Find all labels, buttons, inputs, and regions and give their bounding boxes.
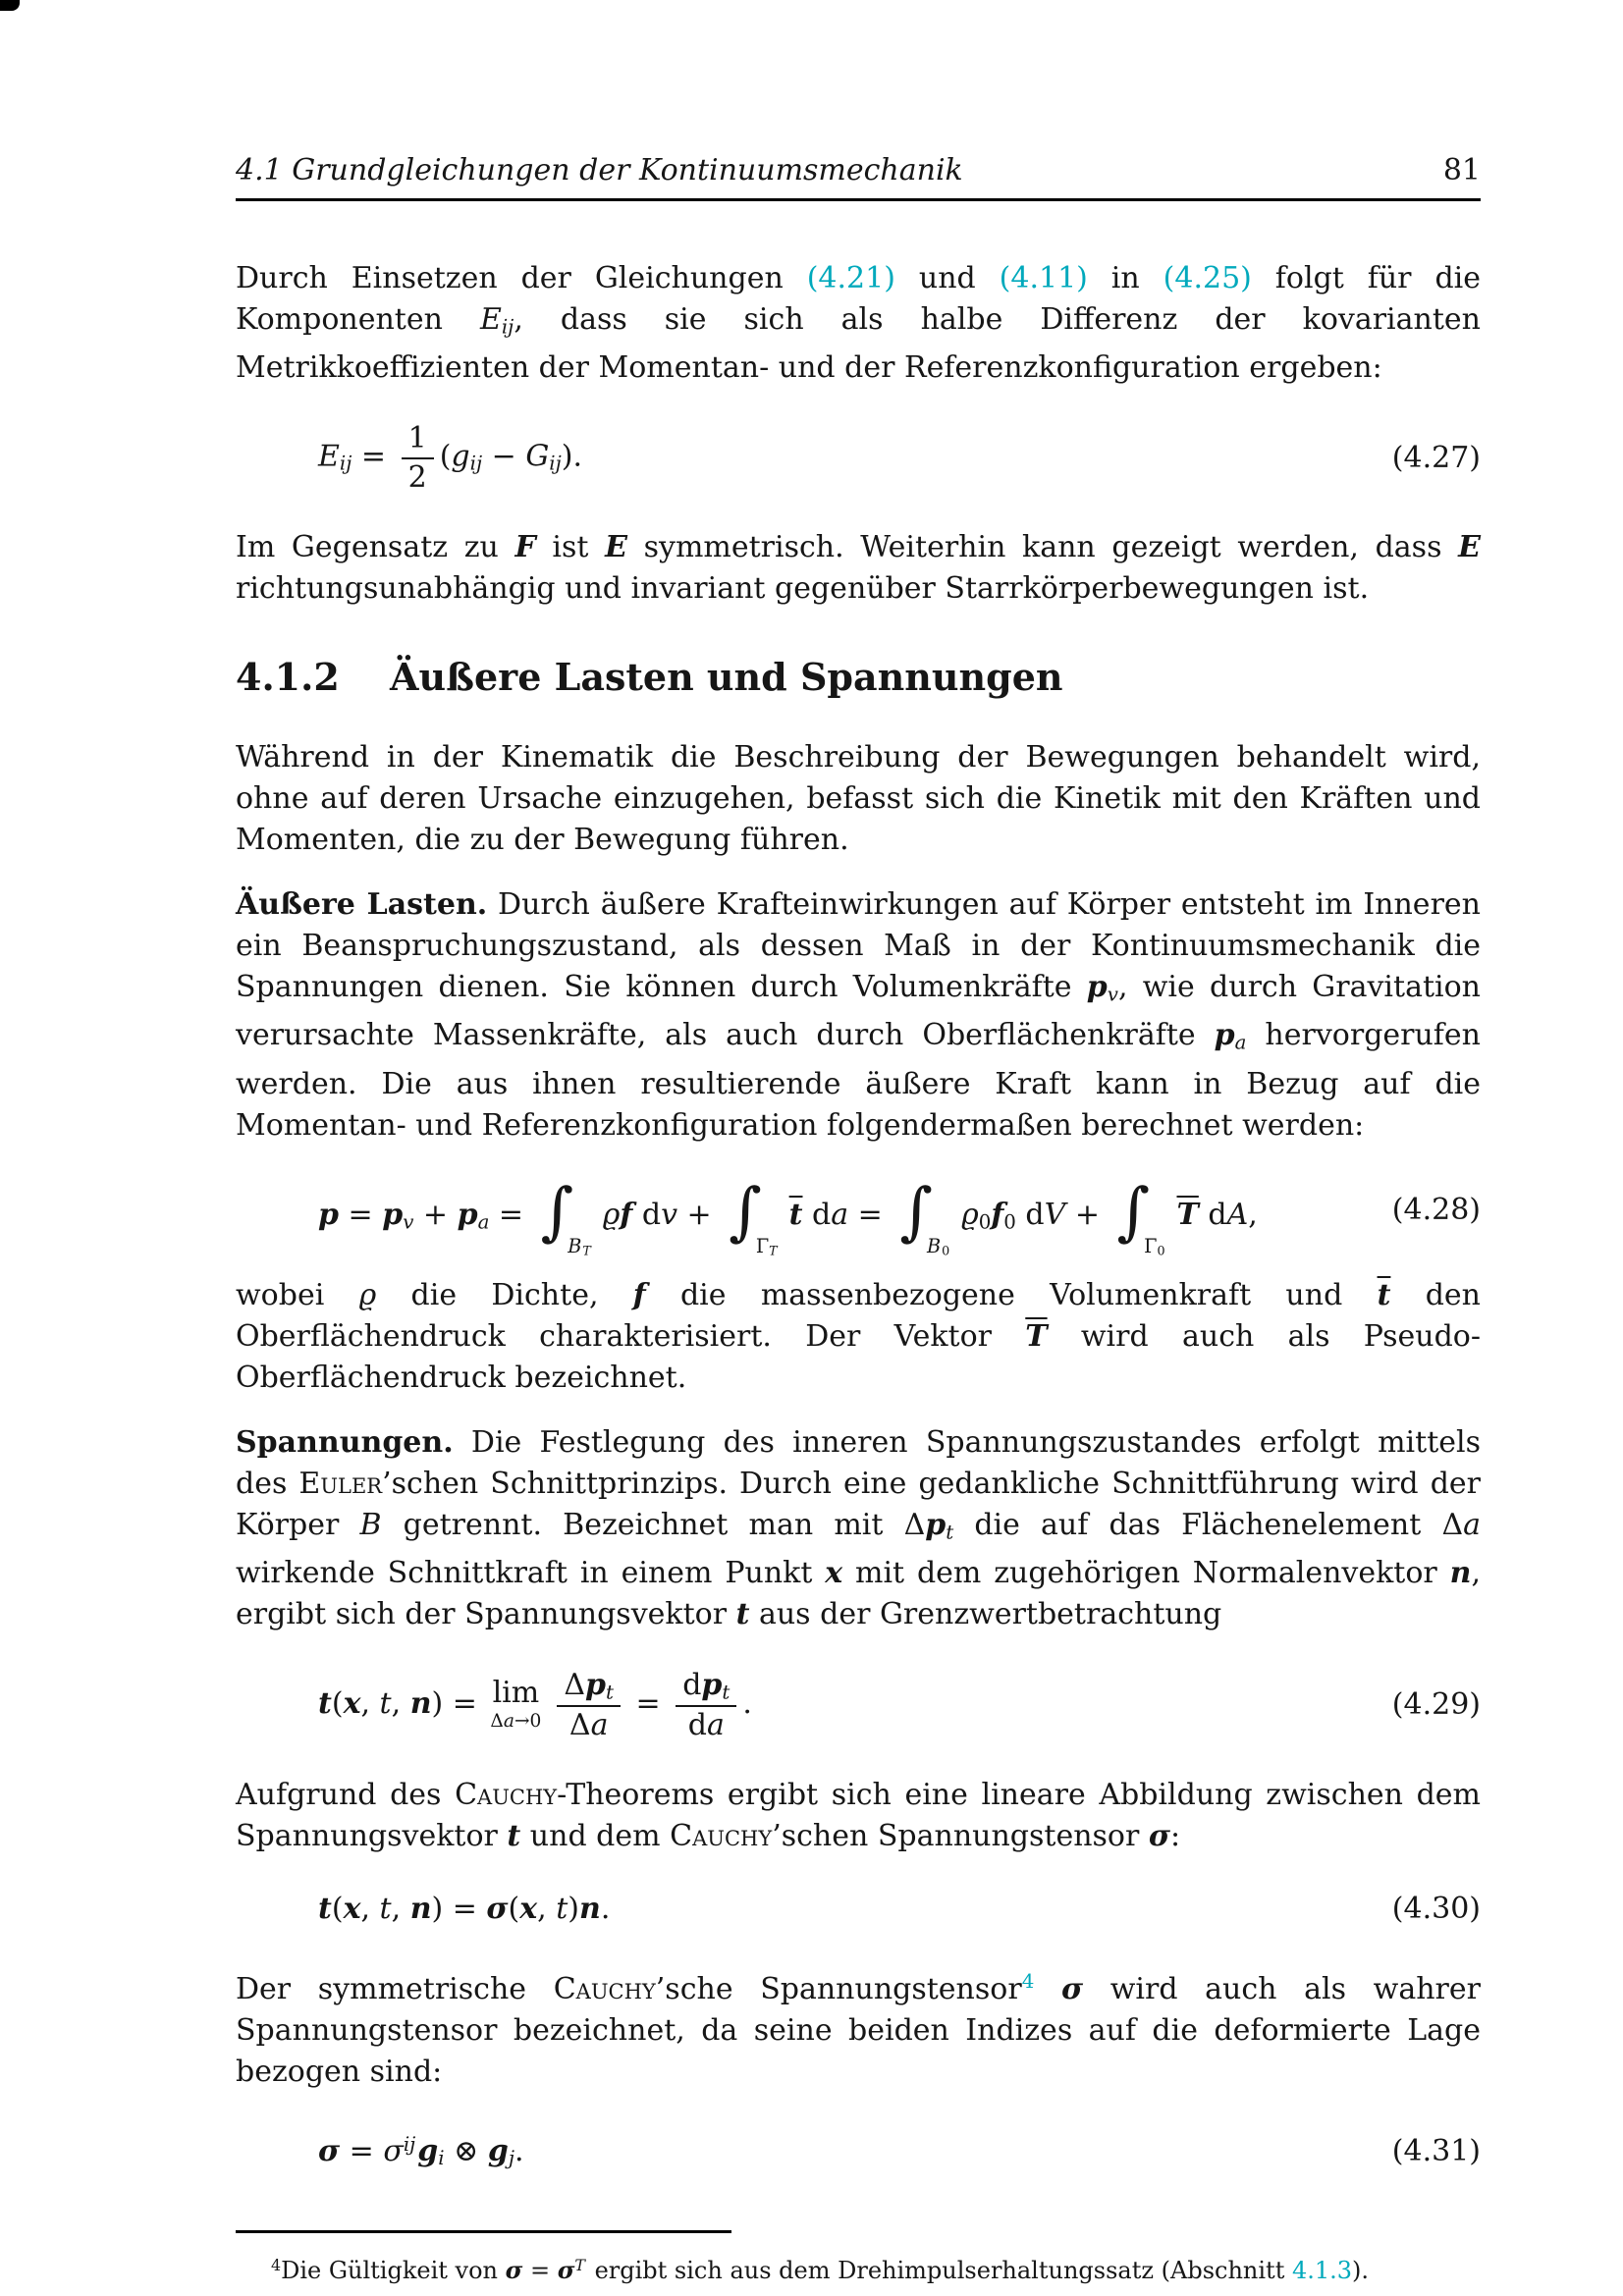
text-run: p (457, 1197, 478, 1232)
text-run: σ (383, 2133, 404, 2168)
paragraph-symmetry (236, 527, 1481, 610)
text-run: ’sche Spannungstensor (655, 1971, 1022, 2006)
text-run: , (1248, 1197, 1258, 1232)
text-run: wird auch als wahrer Spannungstensor bezeichnet, da seine beiden Indizes auf die deformierte Lage bezogen sind: (236, 1971, 1481, 2089)
text-run: V (1044, 1197, 1066, 1232)
text-run: Cauchy (455, 1778, 558, 1813)
equation-4-28 (236, 1170, 1481, 1258)
text-run: p (1214, 1018, 1235, 1053)
text-run: ( (331, 1892, 344, 1927)
text-run: g (417, 2133, 439, 2168)
text-run: T (769, 1243, 778, 1258)
text-run: + (413, 1197, 458, 1232)
text-run: t (379, 1892, 392, 1927)
equation-4-30 (236, 1881, 1481, 1938)
text-run: = (352, 439, 396, 474)
integral-sign: ∫ (540, 1174, 574, 1249)
integral-lower-limit (756, 1226, 778, 1272)
text-run: σ (1148, 1819, 1170, 1854)
text-run: 2 (407, 459, 427, 495)
text-run: t (507, 1819, 521, 1854)
text-run: symmetrisch. Weiterhin kann gezeigt werden, dass (626, 530, 1459, 565)
text-run: ϱ (961, 1197, 979, 1232)
text-run: a (590, 1707, 609, 1742)
text-run: j (508, 2147, 514, 2170)
text-run: n (409, 1892, 432, 1927)
text-run: v (661, 1197, 678, 1232)
text-run: wirkende Schnittkraft in einem Punkt (236, 1555, 826, 1590)
running-header (236, 153, 1481, 188)
text-run: Die Festlegung des inneren Spannungszustandes erfolgt mittels des (236, 1424, 1481, 1501)
text-run: folgt für die Komponenten (236, 261, 1482, 337)
text-run: t (318, 1892, 332, 1927)
text-run: , (360, 1892, 380, 1927)
equation-number: (4.28) (1391, 1193, 1481, 1228)
text-run: wird auch als Pseudo-Oberflächendruck bezeichnet. (236, 1318, 1482, 1395)
text-run: σ (318, 2133, 341, 2168)
text-run: Δ (564, 1667, 586, 1702)
text-run: . (742, 1685, 752, 1721)
text-run: t (606, 1681, 614, 1704)
text-run: t (556, 1892, 568, 1927)
fraction-denominator (557, 1705, 621, 1743)
text-run: = (848, 1197, 893, 1232)
text-run: A (1226, 1197, 1249, 1232)
text-run: Γ (1144, 1234, 1158, 1257)
text-run: t (735, 1596, 750, 1631)
text-run: x (825, 1555, 843, 1590)
integral-lower-limit (1144, 1226, 1164, 1272)
header-rule (236, 198, 1481, 201)
text-run: g (487, 2133, 509, 2168)
text-run: t (946, 1520, 954, 1543)
text-run: Durch äußere Krafteinwirkungen auf Körper entsteht im Inneren ein Beanspruchungszustand, als dessen Maß in der Kontinuumsmechanik die Spannungen dienen. Sie können durch Volumenkräfte (236, 887, 1481, 1005)
text-run: = (338, 1197, 383, 1232)
fraction (402, 420, 434, 496)
running-header-title: 4.1 Grundgleichungen der Kontinuumsmechanik (236, 153, 963, 187)
limit-subscript (490, 1712, 541, 1732)
text-run: d (802, 1197, 832, 1232)
text-run: G (525, 439, 550, 474)
paragraph-wahrer-spannungstensor (236, 1961, 1481, 2093)
text-run: Δ (903, 1507, 926, 1542)
text-run: E (605, 530, 627, 565)
integral (540, 1174, 601, 1258)
paragraph-kinetik-intro (236, 737, 1481, 861)
text-run: wobei (236, 1277, 359, 1312)
text-run: 0 (978, 1210, 992, 1234)
text-run: ( (508, 1892, 520, 1927)
text-run: ϱ (602, 1197, 621, 1232)
scan-corner-artifact (0, 0, 20, 11)
text-run: + (677, 1197, 722, 1232)
text-run: E (1458, 530, 1481, 565)
fraction-numerator (676, 1667, 736, 1705)
paragraph-spannungen (236, 1422, 1481, 1635)
text-run: T (582, 1243, 591, 1258)
text-run: σ (505, 2256, 523, 2285)
text-run: . (600, 1892, 611, 1927)
text-run: Aufgrund des (236, 1778, 456, 1813)
equation-4-27 (236, 412, 1481, 504)
text-run: p (925, 1507, 947, 1542)
text-run: $\overline{t}$ (788, 1197, 803, 1232)
text-run: Während in der Kinematik die Beschreibung der Bewegungen behandelt wird, ohne auf deren Ursache einzugehen, befasst sich die Kinetik mit den Kräften und Momenten, die zu der Bewegung führen. (236, 740, 1481, 858)
text-run: 0 (1003, 1210, 1016, 1234)
text-run: die auf das Flächenelement (953, 1507, 1442, 1542)
text-run: d (1198, 1197, 1227, 1232)
text-run: = (340, 2133, 384, 2168)
equation-content (318, 1889, 610, 1930)
text-run: p (1086, 970, 1108, 1005)
text-run: ) = (431, 1685, 487, 1721)
text-run: Im Gegensatz zu (236, 530, 515, 565)
integral (729, 1174, 786, 1258)
text-run: Der symmetrische (236, 1971, 554, 2006)
text-run: t (318, 1685, 332, 1721)
text-run: die Dichte, (376, 1277, 633, 1312)
text-run: Euler (298, 1466, 383, 1501)
text-run: getrennt. Bezeichnet man mit (382, 1507, 904, 1542)
text-run: hervorgerufen werden. Die aus ihnen resultierende äußere Kraft kann in Bezug auf die Momentan- und Referenzkonfiguration folgendermaßen berechnet werden: (236, 1018, 1481, 1143)
text-run: − (482, 439, 526, 474)
text-run: d (687, 1707, 707, 1742)
text-run: ij (501, 315, 514, 339)
text-run: Cauchy (670, 1819, 773, 1854)
text-run: t (379, 1685, 392, 1721)
text-run: ist (535, 530, 606, 565)
equation-content (318, 1174, 1258, 1258)
text-run: v (1107, 983, 1118, 1006)
equation-4-31 (236, 2116, 1481, 2187)
limit-text: lim (492, 1675, 540, 1710)
text-run: Γ (755, 1234, 770, 1257)
text-run: Äußere Lasten. (236, 887, 488, 923)
paragraph-aeussere-lasten (236, 884, 1481, 1147)
text-run: p (318, 1197, 339, 1232)
integral (1116, 1174, 1175, 1258)
text-run: Die Gültigkeit von (281, 2257, 506, 2285)
text-run: ). (1352, 2257, 1370, 2285)
section-title: Äußere Lasten und Spannungen (390, 655, 1063, 700)
text-run: ’schen Spannungstensor (772, 1819, 1149, 1854)
text-run: $\overline{t}$ (1377, 1277, 1391, 1312)
integral-lower-limit (927, 1226, 949, 1272)
footnote-rule (236, 2230, 731, 2233)
text-run: $\overline{T}$ (1025, 1318, 1048, 1354)
text-run: ( (331, 1685, 344, 1721)
text-run: Δ (1441, 1507, 1464, 1542)
integral (899, 1174, 959, 1258)
text-run: = (522, 2257, 558, 2285)
fraction-denominator (402, 457, 434, 496)
text-run: aus der Grenzwertbetrachtung (749, 1596, 1222, 1631)
text-run: E (318, 439, 340, 474)
text-run: x (343, 1685, 361, 1721)
equation-number: (4.30) (1391, 1892, 1481, 1927)
text-run: σ (557, 2256, 575, 2285)
text-run: a (706, 1707, 725, 1742)
text-run: Cauchy (553, 1971, 656, 2006)
text-run: B (359, 1507, 383, 1542)
fraction (676, 1667, 736, 1743)
text-run: n (1449, 1555, 1472, 1590)
text-run: Δ (490, 1710, 504, 1732)
text-run: a (1234, 1031, 1247, 1054)
text-run: a (477, 1210, 490, 1234)
text-run: , (537, 1892, 557, 1927)
reference-link[interactable]: (4.25) (1163, 261, 1252, 295)
paragraph-cauchy-theorem (236, 1775, 1481, 1857)
fraction-numerator (402, 420, 434, 456)
text-run: ij (339, 453, 352, 476)
text-run: und (894, 261, 1000, 295)
page-content (236, 258, 1481, 2287)
text-run: mit dem zugehörigen Normalenvektor (842, 1555, 1450, 1590)
reference-link[interactable]: 4.1.3 (1291, 2257, 1353, 2285)
fraction-numerator (557, 1667, 621, 1705)
text-run: x (519, 1892, 538, 1927)
text-run: 0 (1157, 1243, 1165, 1258)
text-run: σ (486, 1892, 509, 1927)
integral-lower-limit (568, 1226, 591, 1272)
text-run: t (722, 1681, 730, 1704)
text-run: v (403, 1210, 414, 1234)
text-run: 1 (407, 421, 427, 456)
text-column (236, 153, 1481, 2287)
reference-link[interactable]: (4.21) (806, 261, 895, 295)
text-run: →0 (514, 1710, 542, 1732)
text-run: f (632, 1277, 646, 1312)
text-run: i (438, 2147, 445, 2170)
section-number: 4.1.2 (236, 655, 340, 700)
text-run: , (360, 1685, 380, 1721)
text-run: B (926, 1234, 943, 1257)
text-run: T (574, 2256, 585, 2275)
equation-number: (4.29) (1391, 1686, 1481, 1722)
text-run: ij (403, 2132, 416, 2156)
text-run: ij (549, 453, 562, 476)
text-run: d (1015, 1197, 1045, 1232)
text-run: ij (469, 453, 483, 476)
text-run: n (579, 1892, 601, 1927)
footnote (236, 2249, 1481, 2287)
text-run: ) (568, 1892, 580, 1927)
text-run: x (343, 1892, 361, 1927)
text-run: F (514, 530, 536, 565)
text-run: d (632, 1197, 662, 1232)
integral-sign: ∫ (729, 1174, 762, 1249)
text-run: ) = (431, 1892, 487, 1927)
text-run: $\overline{T}$ (1176, 1197, 1199, 1232)
text-run: Δ (568, 1707, 591, 1742)
text-run: 4 (271, 2256, 282, 2275)
text-run: ergibt sich aus dem Drehimpulserhaltungssatz (Abschnitt (586, 2257, 1292, 2285)
equation-4-29 (236, 1659, 1481, 1751)
text-run: a (1463, 1507, 1481, 1542)
text-run: f (991, 1197, 1004, 1232)
text-run: in (1087, 261, 1163, 295)
reference-link[interactable]: 4 (1021, 1970, 1035, 1994)
text-run: p (585, 1667, 607, 1702)
text-run: Spannungen. (236, 1424, 454, 1460)
integral-sign: ∫ (1116, 1174, 1151, 1249)
fraction-denominator (676, 1705, 736, 1743)
text-run (1034, 1972, 1061, 2006)
equation-number: (4.31) (1391, 2134, 1481, 2169)
section-heading (236, 655, 1481, 700)
equation-content (318, 2124, 524, 2179)
text-run: p (382, 1197, 404, 1232)
limit-operator (490, 1675, 542, 1732)
text-run: + (1065, 1197, 1109, 1232)
text-run: , (391, 1685, 410, 1721)
text-run: g (451, 439, 470, 474)
text-run: σ (1060, 1971, 1084, 2006)
text-run: p (701, 1667, 723, 1702)
paragraph-components-eij (236, 258, 1481, 389)
text-run: B (568, 1234, 583, 1257)
text-run: a (503, 1710, 514, 1732)
text-run: = (489, 1197, 533, 1232)
text-run: . (514, 2133, 524, 2168)
text-run: , (391, 1892, 410, 1927)
text-run: den Oberflächendruck charakterisiert. Der Vektor (236, 1277, 1481, 1354)
text-run: ). (561, 439, 582, 474)
text-run: -Theorems ergibt sich eine lineare Abbildung zwischen dem Spannungsvektor (236, 1778, 1481, 1854)
text-run: 0 (942, 1243, 950, 1258)
text-run: E (479, 302, 502, 337)
fraction (557, 1667, 621, 1743)
text-run: : (1170, 1819, 1181, 1854)
equation-number: (4.27) (1391, 440, 1481, 475)
integral-sign: ∫ (899, 1174, 933, 1249)
text-run: n (409, 1685, 432, 1721)
text-run: ϱ (358, 1277, 377, 1312)
text-run: und dem (520, 1819, 671, 1854)
text-run: richtungsunabhängig und invariant gegenüber Starrkörperbewegungen ist. (236, 571, 1370, 607)
text-run: ⊗ (444, 2133, 488, 2168)
reference-link[interactable]: (4.11) (999, 261, 1088, 295)
paragraph-wobei (236, 1275, 1481, 1399)
text-run: , ergibt sich der Spannungsvektor (236, 1555, 1481, 1631)
text-run: ( (439, 439, 452, 474)
text-run: f (620, 1197, 633, 1232)
text-run: d (682, 1667, 702, 1702)
page-number: 81 (1442, 153, 1481, 187)
text-run: , wie durch Gravitation verursachte Massenkräfte, als auch durch Oberflächenkräfte (236, 970, 1481, 1053)
text-run: Durch Einsetzen der Gleichungen (236, 261, 807, 295)
text-run: a (831, 1197, 849, 1232)
equation-content (318, 1667, 752, 1743)
equation-content (318, 420, 582, 496)
text-run: = (625, 1685, 671, 1721)
text-run: ’schen Schnittprinzips. Durch eine gedankliche Schnittführung wird der Körper (236, 1466, 1481, 1542)
text-run: die massenbezogene Volumenkraft und (645, 1277, 1378, 1312)
text-run: , dass sie sich als halbe Differenz der kovarianten Metrikkoeffizienten der Momentan- und der Referenzkonfiguration ergeben: (236, 302, 1481, 386)
